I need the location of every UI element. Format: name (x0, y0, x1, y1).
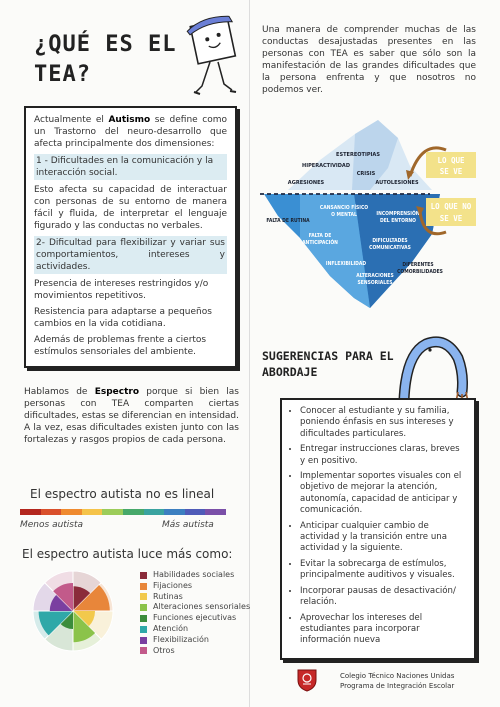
legend-item (140, 602, 250, 613)
spectrum-bar-segment (144, 509, 165, 515)
iceberg-bottom-13: SENSORIALES (357, 280, 393, 286)
more-autistic-label: Más autista (162, 520, 214, 530)
iceberg-bottom-3: INCOMPRENSIÓN (376, 211, 420, 217)
iceberg-bottom-10: DIFERENTES (402, 262, 434, 268)
legend-swatch (140, 647, 147, 654)
legend-item (140, 635, 250, 646)
suggestion-item: • Entregar instrucciones claras, breves y en positivo. (300, 444, 466, 467)
suggestion-item: • Evitar la sobrecarga de estímulos, principalmente auditivos y visuales. (300, 559, 466, 582)
school-crest-icon (296, 668, 318, 692)
mascot-illustration (180, 12, 244, 102)
legend-label: Alteraciones sensoriales (153, 602, 251, 612)
legend-swatch (140, 604, 147, 611)
iceberg-bottom-11: COMORBILIDADES (397, 269, 443, 275)
spectrum-paragraph: Hablamos de Espectro porque si bien las personas con TEA comparten ciertas dificultades, estas se diferencian en intensidad. A la vez, esas dificultades existen junto con las fortalezas y rasgos propios de cada persona. (24, 387, 239, 445)
legend-item (140, 581, 250, 592)
legend-swatch (140, 615, 147, 622)
unseen-label-line2: SE VE (439, 214, 463, 223)
iceberg-top-4: AUTOLESIONES (375, 180, 419, 186)
suggestion-item: • Anticipar cualquier cambio de actividad y la transición entre una actividad y la siguiente. (300, 521, 466, 555)
page-title: ¿QUÉ ES EL TEA? (34, 32, 177, 87)
suggestion-item: • Aprovechar los intereses del estudiantes para incorporar información nueva (300, 613, 466, 647)
seen-label-line2: SE VE (439, 167, 463, 176)
seen-label-line1: LO QUE (437, 156, 465, 165)
iceberg-bottom-9: INFLEXIBILIDAD (325, 261, 367, 267)
legend-swatch (140, 637, 147, 644)
spectrum-bar-segment (41, 509, 62, 515)
interests-paragraph: Presencia de intereses restringidos y/o movimientos repetitivos. (34, 279, 209, 301)
legend-label: Flexibilización (153, 634, 209, 644)
wheel-legend (140, 570, 250, 656)
changes-paragraph: Resistencia para adaptarse a pequeños cambios en la vida cotidiana. (34, 307, 212, 329)
iceberg-diagram (260, 108, 480, 328)
spectrum-bar-segment (164, 509, 185, 515)
legend-swatch (140, 593, 147, 600)
legend-swatch (140, 626, 147, 633)
tea-definition-box (24, 106, 237, 368)
legend-label: Funciones ejecutivas (153, 613, 237, 623)
legend-label: Otros (153, 645, 175, 655)
legend-label: Fijaciones (153, 580, 193, 590)
stimuli-paragraph: Además de problemas frente a ciertos estímulos sensoriales del ambiente. (34, 335, 207, 357)
linear-heading: El espectro autista no es lineal (30, 487, 215, 501)
iceberg-bottom-0: FALTA DE RUTINA (266, 218, 310, 224)
iceberg-bottom-8: COMUNICATIVAS (369, 245, 411, 251)
program-name: Programa de Integración Escolar (340, 682, 455, 690)
iceberg-bottom-4: DEL ENTORNO (379, 218, 417, 224)
spectrum-bar-segment (102, 509, 123, 515)
spectrum-bar-segment (205, 509, 226, 515)
suggestions-list (288, 406, 466, 647)
legend-item (140, 646, 250, 657)
iceberg-top-0: ESTEREOTIPIAS (336, 152, 380, 158)
unseen-label-line1: LO QUE NO (430, 202, 472, 211)
legend-label: Habilidades sociales (153, 570, 235, 579)
iceberg-bottom-2: O MENTAL (331, 212, 357, 218)
dimension-1: 1 - Dificultades en la comunicación y la interacción social. (34, 154, 227, 180)
spectrum-bar-segment (185, 509, 206, 515)
suggestion-item: • Incorporar pausas de desactivación/ relación. (300, 586, 466, 609)
iceberg-bottom-1: CANSANCIO FÍSICO (319, 205, 369, 211)
iceberg-bottom-12: ALTERACIONES (356, 273, 394, 279)
legend-item (140, 624, 250, 635)
espectro-keyword: Espectro (94, 387, 139, 397)
iceberg-bottom-7: DIFICULTADES (372, 238, 408, 244)
spectrum-bar-segment (20, 509, 41, 515)
snake-illustration (396, 334, 476, 404)
spectrum-bar-segment (123, 509, 144, 515)
definition-paragraph: Actualmente el Autismo se define como un Trastorno del neuro-desarrollo que afecta principalmente dos dimensiones: (34, 115, 227, 149)
suggestions-box (280, 398, 476, 660)
suggestion-item: • Implementar soportes visuales con el objetivo de mejorar la atención, autonomía, capacidad de anticipar y comunicación. (300, 471, 466, 517)
legend-swatch (140, 583, 147, 590)
iceberg-bottom-5: FALTA DE (308, 233, 332, 239)
legend-item (140, 570, 250, 581)
legend-label: Rutinas (153, 591, 183, 601)
iceberg-top-1: HIPERACTIVIDAD (302, 163, 350, 169)
spectrum-bar-segment (82, 509, 103, 515)
wheel-heading: El espectro autista luce más como: (22, 547, 233, 561)
iceberg-bottom-6: ANTICIPACIÓN (302, 240, 338, 246)
iceberg-top-3: AGRESIONES (287, 180, 325, 186)
legend-swatch (140, 572, 147, 579)
suggestions-title: SUGERENCIAS PARA EL ABORDAJE (262, 349, 394, 379)
iceberg-top-2: CRISIS (356, 171, 376, 177)
legend-item (140, 613, 250, 624)
intro-paragraph: Una manera de comprender muchas de las conductas desajustadas presentes en las personas con TEA es saber que sólo son la manifestación de las grandes dificultades que la persona enfrenta y que nosotros no podemos ver. (262, 25, 476, 95)
legend-label: Atención (153, 623, 189, 633)
spectrum-bar-segment (61, 509, 82, 515)
suggestion-item: • Conocer al estudiante y su familia, poniendo énfasis en sus intereses y dificultades particulares. (300, 406, 466, 440)
spectrum-wheel (30, 568, 116, 654)
school-footer (340, 671, 454, 691)
dimension-2: 2- Dificultad para flexibilizar y variar sus comportamientos, intereses y actividades. (36, 238, 225, 272)
autismo-keyword: Autismo (108, 115, 151, 125)
linear-spectrum-bar (20, 509, 226, 515)
less-autistic-label: Menos autista (20, 520, 84, 530)
school-name: Colegio Técnico Naciones Unidas (340, 672, 455, 680)
legend-item (140, 592, 250, 603)
communication-paragraph: Esto afecta su capacidad de interactuar con personas de su entorno de manera fácil y fluida, de interpretar el lenguaje figurado y las conductas no verbales. (34, 185, 227, 231)
